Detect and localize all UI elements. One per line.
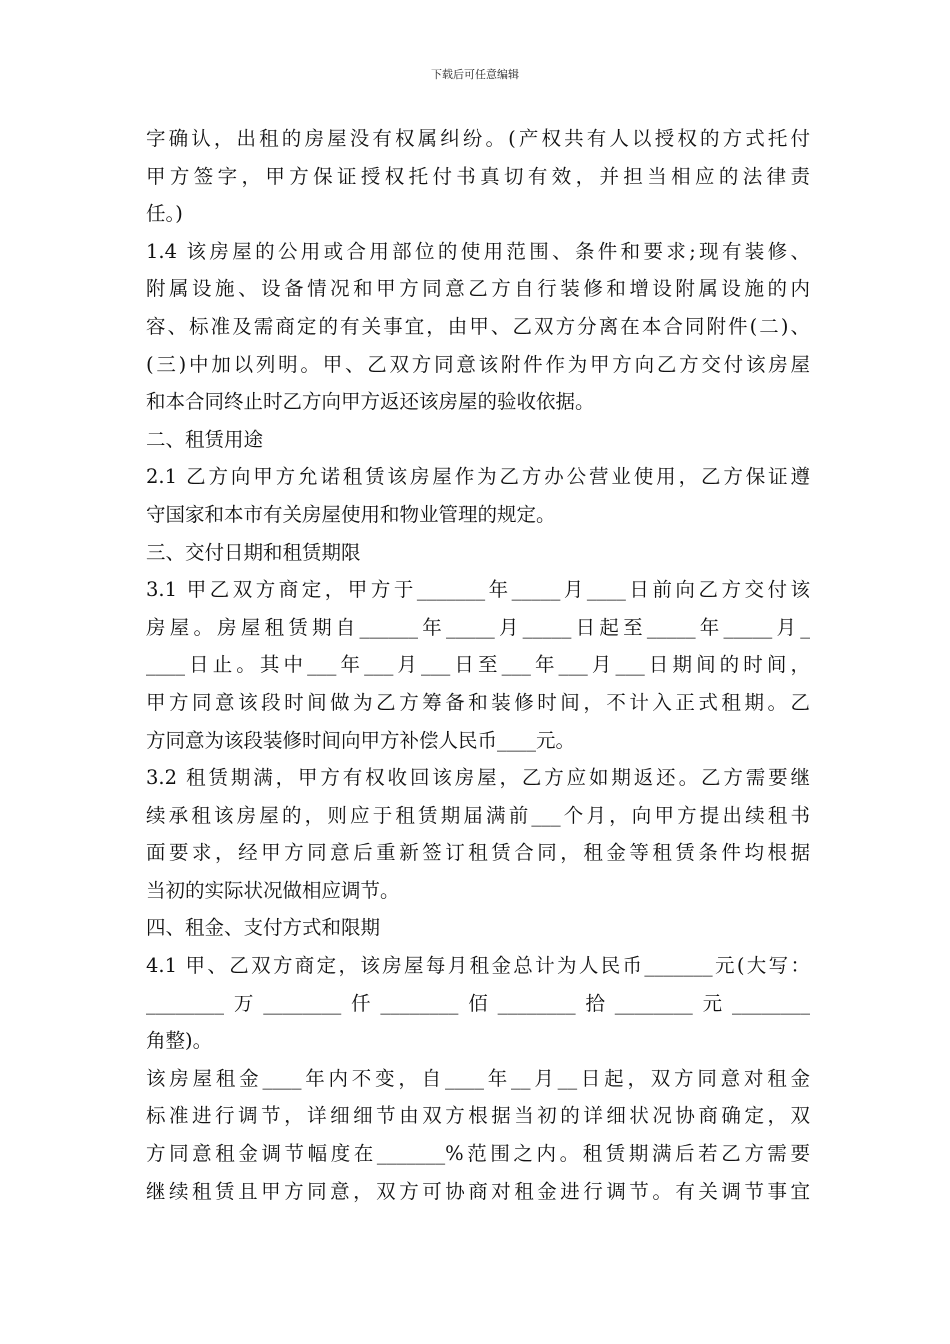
- text-line: 方同意为该段装修时间向甲方补偿人民币____元。: [146, 728, 576, 752]
- text-line: 继续租赁且甲方同意，双方可协商对租金进行调节。有关调节事宜: [146, 1179, 810, 1203]
- text-line: 容、标准及需商定的有关事宜，由甲、乙双方分离在本合同附件(二)、: [146, 314, 810, 338]
- text-line: ________万________仟________佰________拾________元________: [146, 991, 811, 1015]
- text-line: 和本合同终止时乙方向甲方返还该房屋的验收依据。: [146, 390, 595, 414]
- text-line: 字确认，出租的房屋没有权属纠纷。(产权共有人以授权的方式托付: [146, 127, 810, 150]
- text-line: 当初的实际状况做相应调节。: [146, 878, 400, 902]
- document-body: [146, 120, 810, 1210]
- text-line: 4.1 甲、乙双方商定，该房屋每月租金总计为人民币_______元(大写：: [146, 954, 810, 978]
- text-line: 二、租赁用途: [146, 427, 264, 451]
- text-line: 2.1 乙方向甲方允诺租赁该房屋作为乙方办公营业使用，乙方保证遵: [146, 465, 810, 489]
- text-line: 甲方同意该段时间做为乙方筹备和装修时间，不计入正式租期。乙: [146, 690, 810, 714]
- text-line: 四、租金、支付方式和限期: [146, 916, 381, 940]
- page-header: 下载后可任意编辑: [431, 68, 519, 81]
- text-line: ____日止。其中___年___月___日至___年___月___日期间的时间，: [146, 653, 810, 677]
- text-line: 1.4 该房屋的公用或合用部位的使用范围、条件和要求;现有装修、: [146, 239, 810, 263]
- text-line: 任。): [146, 202, 183, 226]
- text-line: 3.2 租赁期满，甲方有权收回该房屋，乙方应如期返还。乙方需要继: [146, 766, 810, 790]
- text-line: 附属设施、设备情况和甲方同意乙方自行装修和增设附属设施的内: [146, 277, 810, 301]
- text-line: 守国家和本市有关房屋使用和物业管理的规定。: [146, 502, 556, 526]
- text-line: 面要求，经甲方同意后重新签订租赁合同，租金等租赁条件均根据: [146, 841, 810, 865]
- text-line: 甲方签字，甲方保证授权托付书真切有效，并担当相应的法律责: [146, 164, 810, 188]
- text-line: 角整)。: [146, 1029, 213, 1053]
- text-line: 3.1 甲乙双方商定，甲方于_______年_____月____日前向乙方交付该: [146, 578, 810, 602]
- text-line: 标准进行调节，详细细节由双方根据当初的详细状况协商确定，双: [146, 1104, 810, 1128]
- text-line: (三)中加以列明。甲、乙双方同意该附件作为甲方向乙方交付该房屋: [146, 352, 810, 376]
- text-line: 续承租该房屋的，则应于租赁期届满前___个月，向甲方提出续租书: [146, 803, 810, 827]
- text-line: 该房屋租金____年内不变，自____年__月__日起，双方同意对租金: [146, 1066, 810, 1090]
- text-line: 三、交付日期和租赁期限: [146, 540, 361, 564]
- text-line: 房屋。房屋租赁期自______年_____月_____日起至_____年_____月_: [146, 615, 810, 639]
- text-line: 方同意租金调节幅度在_______%范围之内。租赁期满后若乙方需要: [146, 1142, 810, 1166]
